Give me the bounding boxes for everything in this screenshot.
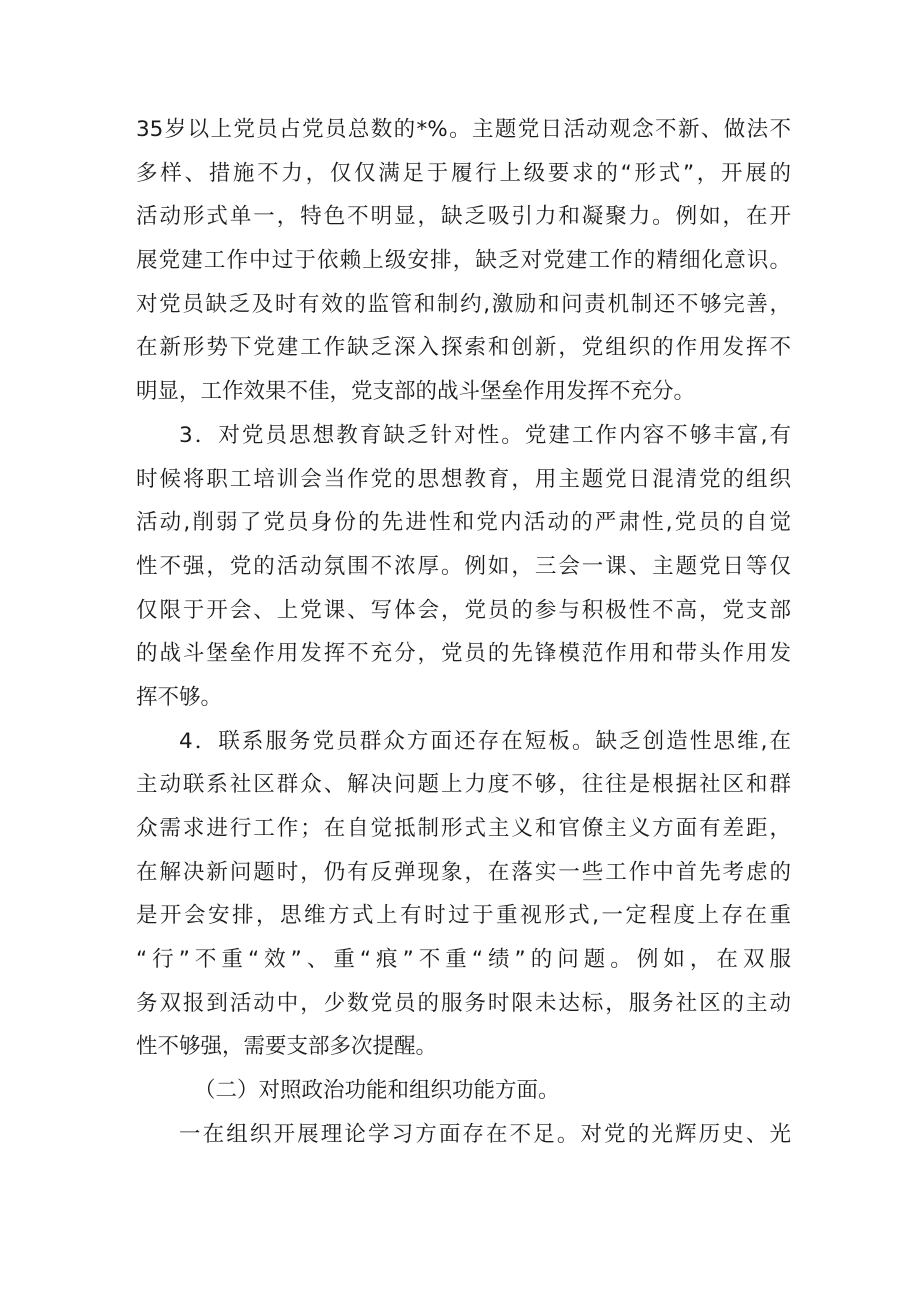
text-line: 在新形势下党建工作缺乏深入探索和创新，党组织的作用发挥不 [136, 335, 791, 361]
text-line: 挥不够。 [136, 684, 223, 710]
text-line: 对党员缺乏及时有效的监管和制约,激励和问责机制还不够完善， [136, 291, 791, 317]
text-line: 性不够强，需要支部多次提醒。 [136, 1034, 438, 1060]
text-line: 在解决新问题时，仍有反弹现象，在落实一些工作中首先考虑的 [136, 859, 791, 885]
text-line: 众需求进行工作；在自觉抵制形式主义和官僚主义方面有差距， [136, 816, 791, 841]
text-line: 性不强，党的活动氛围不浓厚。例如，三会一课、主题党日等仅 [136, 553, 791, 579]
paragraph-start-line: 4．联系服务党员群众方面还存在短板。缺乏创造性思维,在 [179, 728, 791, 754]
text-line: 活动形式单一，特色不明显，缺乏吸引力和凝聚力。例如，在开 [136, 204, 791, 230]
text-line: 活动,削弱了党员身份的先进性和党内活动的严肃性,党员的自觉 [136, 510, 791, 536]
text-line: 多样、措施不力，仅仅满足于履行上级要求的“形式”，开展的 [136, 160, 791, 186]
text-line: 仅限于开会、上党课、写体会，党员的参与积极性不高，党支部 [136, 597, 791, 623]
text-line: 是开会安排，思维方式上有时过于重视形式,一定程度上存在重 [136, 903, 791, 929]
text-line: 的战斗堡垒作用发挥不充分，党员的先锋模范作用和带头作用发 [136, 641, 791, 667]
text-line: “行”不重“效”、重“痕”不重“绩”的问题。例如，在双服 [136, 947, 791, 973]
text-line: 明显，工作效果不佳，党支部的战斗堡垒作用发挥不充分。 [136, 379, 696, 405]
text-line: 展党建工作中过于依赖上级安排，缺乏对党建工作的精细化意识。 [136, 248, 791, 274]
text-line: 主动联系社区群众、解决问题上力度不够，往往是根据社区和群 [136, 772, 791, 798]
document-body [136, 108, 791, 1157]
text-line: 时候将职工培训会当作党的思想教育，用主题党日混清党的组织 [136, 466, 791, 492]
section-heading: （二）对照政治功能和组织功能方面。 [194, 1078, 560, 1104]
paragraph-start-line: 一在组织开展理论学习方面存在不足。对党的光辉历史、光 [179, 1121, 791, 1147]
paragraph-start-line: 3．对党员思想教育缺乏针对性。党建工作内容不够丰富,有 [179, 422, 791, 448]
text-line: 务双报到活动中，少数党员的服务时限未达标，服务社区的主动 [136, 990, 791, 1016]
text-line: 35岁以上党员占党员总数的*%。主题党日活动观念不新、做法不 [136, 117, 791, 142]
